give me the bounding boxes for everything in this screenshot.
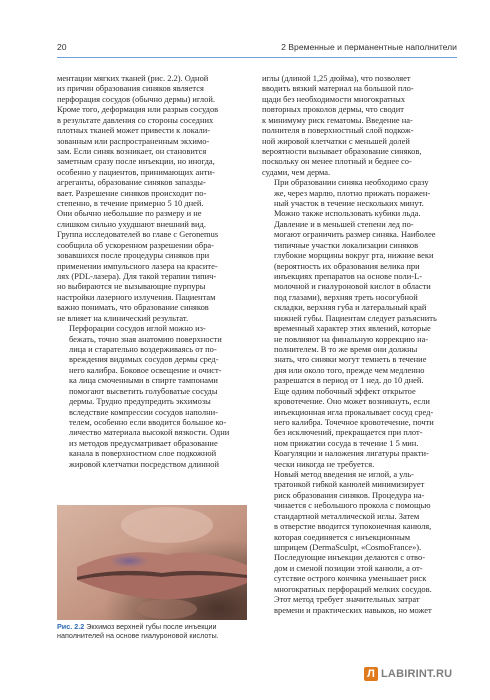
text-line: поскольку он менее плотный и беднее со- xyxy=(262,156,412,167)
text-line: полнителя в поверхностный слой подкож- xyxy=(262,125,414,136)
text-line: вводить вязкий материал на большой пло- xyxy=(262,83,414,94)
page-number: 20 xyxy=(57,42,67,52)
text-line: применении импульсного лазера на красите- xyxy=(57,260,218,271)
text-line: него калибра. Боковое освещение и очист- xyxy=(69,364,222,375)
left-column xyxy=(57,73,247,469)
text-line: Группа исследователей во главе с Geronemus xyxy=(57,229,219,240)
text-line: типичные участки локализации синяков xyxy=(274,239,419,250)
text-line: не влияет на клинический результат. xyxy=(57,312,189,323)
text-line: телем, особенно если вводится большое ко- xyxy=(69,416,227,427)
text-line: (вероятность их образования велика при xyxy=(274,260,420,271)
figure-label: Рис. 2.2 xyxy=(57,622,85,631)
text-line: Этот метод требует значительных затрат xyxy=(274,594,420,605)
text-line: без исключений, прекращается при плот- xyxy=(274,427,423,438)
text-line: из методов предусматривает образование xyxy=(69,437,218,448)
text-line: из причин образования синяков является xyxy=(57,83,204,94)
text-line: полнителем. В то же время они должны xyxy=(274,343,418,354)
text-line: Можно также использовать кубики льда. xyxy=(274,208,421,219)
text-line: Перфорации сосудов иглой можно из- xyxy=(69,323,206,334)
text-line: вероятности вызывает образование синяков, xyxy=(262,145,422,156)
text-line: лях (PDL-лазера). Для такой терапии типич- xyxy=(57,271,217,282)
text-line: ка лица смоченными в спирте тампонами xyxy=(69,375,218,386)
text-line: времени и практических навыков, но может xyxy=(274,604,432,615)
text-line: ном прижатии сосуда в течение 1 5 мин. xyxy=(274,437,419,448)
text-line: личество материала высокой вязкости. Одни xyxy=(69,427,230,438)
paragraph xyxy=(57,323,247,469)
text-line: зам. Если синяк возникает, он становится xyxy=(57,145,207,156)
text-line: важно понимать, что образование синяков xyxy=(57,302,209,313)
text-line: не повлияют на финальную коррекцию на- xyxy=(274,333,429,344)
text-line: Они обычно небольшие по размеру и не xyxy=(57,208,202,219)
text-line: судами, чем дерма. xyxy=(262,166,331,177)
text-line: чески никогда не требуется. xyxy=(274,458,375,469)
paragraph xyxy=(262,386,455,469)
paragraph xyxy=(57,73,247,323)
text-line: дня или около того, прежде чем медленно xyxy=(274,364,425,375)
text-line: Кроме того, деформация или разрыв сосудов xyxy=(57,104,219,115)
text-line: ментации мягких тканей (рис. 2.2). Одной xyxy=(57,73,209,83)
running-header xyxy=(57,42,457,56)
text-line: помогают высветить голубоватые сосуды xyxy=(69,385,218,396)
text-line: инъекциях препаратов на основе поли-L- xyxy=(274,271,423,282)
text-line: Последующие инъекции делаются с отво- xyxy=(274,552,426,563)
text-line: вреждения видимых сосудов дермы сред- xyxy=(69,354,219,365)
text-line: дермы. Трудно предупредить экхимозы xyxy=(69,396,211,407)
text-line: риск образования синяков. Процедура на- xyxy=(274,489,425,500)
text-line: щади без необходимости многократных xyxy=(262,93,406,104)
text-line: повторных проколов дермы, что сводит xyxy=(262,104,404,115)
text-line: могают ограничить размер синяка. Наиболее xyxy=(274,229,436,240)
text-line: под глазами), верхняя треть носогубной xyxy=(274,291,418,302)
text-line: разрешатся в период от 1 нед. до 10 дней. xyxy=(274,375,424,386)
figure-photo xyxy=(57,505,247,620)
text-line: многократных перфораций мелких сосудов. xyxy=(274,583,432,594)
paragraph xyxy=(262,469,455,615)
text-line: чинается с небольшого прокола с помощью xyxy=(274,500,431,511)
text-line: сутствие острого кончика уменьшает риск xyxy=(274,573,427,584)
text-line: к минимуму риск гематомы. Введение на- xyxy=(262,114,413,125)
text-line: молочной и гиалуроновой кислот в области xyxy=(274,281,431,292)
text-line: иглы (длиной 1,25 дюйма), что позволяет xyxy=(262,73,411,83)
text-line: Еще одним побочный эффект открытое xyxy=(274,385,416,396)
text-line: Новый метод введения не иглой, а уль- xyxy=(274,469,414,480)
text-line: сообщила об ускоренном разрешении обра- xyxy=(57,239,214,250)
text-line: глубокие морщины вокруг рта, нижние веки xyxy=(274,250,434,261)
text-line: канала в поверхностном слое подкожной xyxy=(69,448,217,459)
text-line: вследствие компрессии сосудов наполни- xyxy=(69,406,218,417)
text-line: кровотечение. Оно может возникнуть, если xyxy=(274,396,430,407)
text-line: слишком сильно ухудшают внешний вид. xyxy=(57,218,206,229)
figure-caption xyxy=(57,622,249,641)
text-line: него калибра. Точечное кровотечение, почти xyxy=(274,416,434,427)
lips-bruise-photo xyxy=(57,505,247,620)
text-line: но выбираются не вызывающие пурпуры xyxy=(57,281,206,292)
text-line: зованным или распространенным экхимо- xyxy=(57,135,210,146)
text-line: степенно, в течение примерно 5 10 дней. xyxy=(57,198,204,209)
header-rule xyxy=(57,57,457,58)
text-line: перфорация сосудов (обычно дермы) иглой. xyxy=(57,93,215,104)
text-line: которая соединяется с инъекционным xyxy=(274,531,411,542)
text-line: вает. Разрешение синяков происходит по- xyxy=(57,187,207,198)
text-line: особенно у пациентов, принимающих анти- xyxy=(57,166,215,177)
text-line: настройки лазерного излучения. Пациентам xyxy=(57,291,216,302)
text-line: плотных тканей может привести к локали- xyxy=(57,125,211,136)
text-line: дом и сменой позиции этой канюли, а от- xyxy=(274,562,423,573)
text-line: стандартной металлической иглы. Затем xyxy=(274,510,420,521)
text-line: же, через марлю, плотно прижать поражен- xyxy=(274,187,431,198)
text-line: Давление и в меньшей степени лед по- xyxy=(274,218,414,229)
text-line: инъекционная игла прокалывает сосуд сред- xyxy=(274,406,434,417)
text-line: ный участок в течение нескольких минут. xyxy=(274,198,424,209)
text-line: временный характер этих явлений, которые xyxy=(274,323,431,334)
watermark-text: LABIRINT.RU xyxy=(381,668,453,680)
text-line: знать, что синяки могут темнеть в течение xyxy=(274,354,427,365)
text-line: лица и старательно воздерживаясь от по- xyxy=(69,343,217,354)
text-line: шприцем (DermaSculpt, «CosmoFrance»). xyxy=(274,541,422,552)
paragraph xyxy=(262,177,455,385)
text-line: жировой клетчатки посредством длинной xyxy=(69,458,219,469)
text-line: агреганты, образование синяков запазды- xyxy=(57,177,206,188)
caption-text-line1: Экхимоз верхней губы после инъекции xyxy=(86,622,217,631)
text-line: нижней губы. Пациентам следует разъяснить xyxy=(274,312,437,323)
text-line: заметным сразу после инъекции, но иногда, xyxy=(57,156,215,167)
text-line: При образовании синяка необходимо сразу xyxy=(274,177,429,188)
caption-text-line2: наполнителей на основе гиалуроновой кислоты. xyxy=(57,631,219,641)
text-line: в отверстие вводится тупоконечная канюля, xyxy=(274,521,432,532)
text-line: складки, верхняя губа и латеральный край xyxy=(274,302,427,313)
right-column xyxy=(262,73,455,615)
text-line: тратонкой гибкой канюлей минимизирует xyxy=(274,479,425,490)
labirint-logo-icon: Л xyxy=(364,667,378,681)
text-line: бежать, точно зная анатомию поверхности xyxy=(69,333,222,344)
paragraph xyxy=(262,73,455,177)
chapter-title: 2 Временные и перманентные наполнители xyxy=(281,42,457,52)
text-line: ной жировой клетчатки с меньшей долей xyxy=(262,135,410,146)
text-line: Коагуляции и наложения лигатуры практи- xyxy=(274,448,429,459)
text-line: зовавшихся после процедуры синяков при xyxy=(57,250,210,261)
text-line: в результате давления со стороны соседних xyxy=(57,114,214,125)
